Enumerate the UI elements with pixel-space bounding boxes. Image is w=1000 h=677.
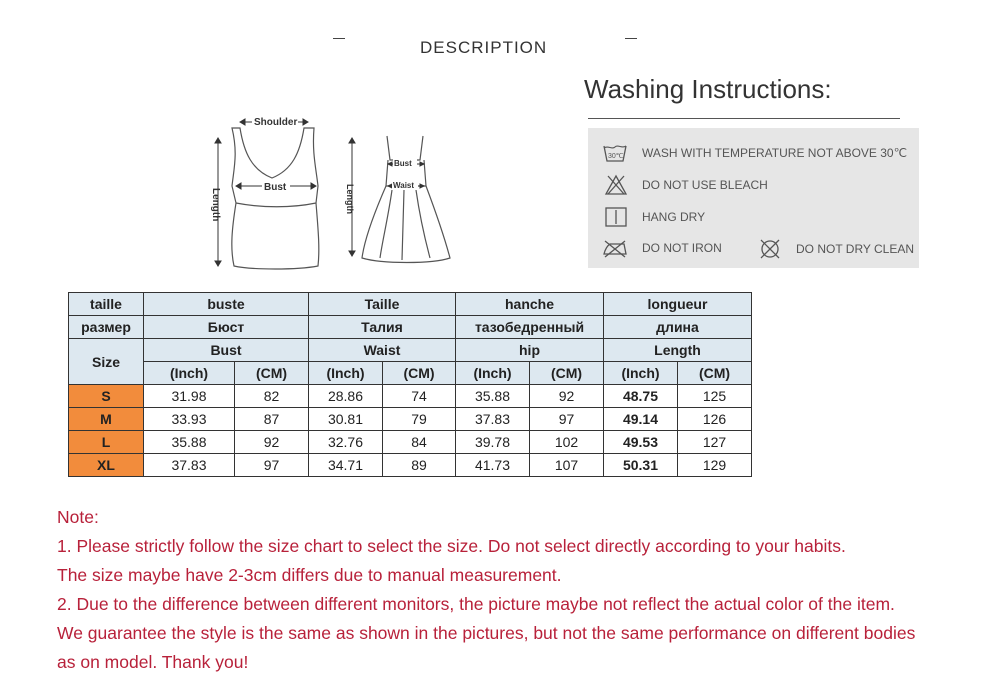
header-cell: Талия — [309, 316, 456, 339]
value-cell: 39.78 — [456, 431, 530, 454]
unit-header-cell: (CM) — [235, 362, 309, 385]
unit-header-cell: (CM) — [383, 362, 456, 385]
value-cell: 48.75 — [604, 385, 678, 408]
value-cell: 30.81 — [309, 408, 383, 431]
unit-header-cell: (Inch) — [456, 362, 530, 385]
header-cell: размер — [69, 316, 144, 339]
group-header-cell: Waist — [309, 339, 456, 362]
wash-item-hang-dry — [604, 206, 705, 228]
length-label: Length — [210, 188, 221, 222]
table-row — [69, 385, 752, 408]
value-cell: 49.14 — [604, 408, 678, 431]
bust-label: Bust — [264, 182, 287, 193]
no-bleach-icon — [604, 174, 628, 196]
value-cell: 97 — [530, 408, 604, 431]
wash-item-label: HANG DRY — [642, 210, 706, 224]
wash-item-label: DO NOT DRY CLEAN — [796, 242, 915, 256]
value-cell: 125 — [678, 385, 752, 408]
size-cell: M — [69, 408, 144, 431]
note-line: The size maybe have 2-3cm differs due to manual measurement. — [57, 565, 562, 585]
group-header-cell: hip — [456, 339, 604, 362]
value-cell: 107 — [530, 454, 604, 477]
value-cell: 87 — [235, 408, 309, 431]
washing-title: Washing Instructions: — [584, 74, 832, 104]
value-cell: 32.76 — [309, 431, 383, 454]
wash-item-dry-clean — [758, 238, 914, 260]
top-garment-figure — [232, 128, 319, 269]
header-cell: taille — [69, 293, 144, 316]
header-cell: Бюст — [144, 316, 309, 339]
header-cell: hanche — [456, 293, 604, 316]
value-cell: 92 — [235, 431, 309, 454]
size-cell: L — [69, 431, 144, 454]
header-cell: longueur — [604, 293, 752, 316]
washing-panel — [588, 128, 919, 268]
table-row-groups — [69, 339, 752, 362]
value-cell: 41.73 — [456, 454, 530, 477]
size-chart-table — [68, 292, 752, 477]
note-heading: Note: — [57, 507, 99, 527]
table-row — [69, 454, 752, 477]
table-row-russian — [69, 316, 752, 339]
value-cell: 37.83 — [144, 454, 235, 477]
value-cell: 28.86 — [309, 385, 383, 408]
title-dash-left — [333, 38, 345, 39]
wash-item-bleach — [604, 174, 768, 196]
value-cell: 102 — [530, 431, 604, 454]
value-cell: 84 — [383, 431, 456, 454]
note-line: 2. Due to the difference between different monitors, the picture maybe not reflect the actual color of the item. — [57, 594, 895, 614]
wash-item-label: DO NOT USE BLEACH — [642, 178, 768, 192]
value-cell: 50.31 — [604, 454, 678, 477]
unit-header-cell: (Inch) — [144, 362, 235, 385]
value-cell: 31.98 — [144, 385, 235, 408]
no-dry-clean-icon — [758, 238, 782, 260]
value-cell: 126 — [678, 408, 752, 431]
value-cell: 127 — [678, 431, 752, 454]
unit-header-cell: (Inch) — [604, 362, 678, 385]
value-cell: 33.93 — [144, 408, 235, 431]
unit-header-cell: (CM) — [678, 362, 752, 385]
garment-diagram — [192, 108, 462, 273]
wash-item-label: WASH WITH TEMPERATURE NOT ABOVE 30℃ — [642, 146, 908, 160]
note-line: as on model. Thank you! — [57, 652, 249, 672]
note-line: 1. Please strictly follow the size chart to select the size. Do not select directly according to your habits. — [57, 536, 846, 556]
no-iron-icon — [602, 238, 628, 258]
unit-header-cell: (Inch) — [309, 362, 383, 385]
header-cell: тазобедренный — [456, 316, 604, 339]
table-row — [69, 431, 752, 454]
value-cell: 79 — [383, 408, 456, 431]
wash-item-iron — [602, 238, 722, 258]
dress-bust-label: Bust — [394, 159, 412, 168]
size-header-cell: Size — [69, 339, 144, 385]
hang-dry-icon — [604, 206, 628, 228]
header-cell: Taille — [309, 293, 456, 316]
washing-divider — [588, 118, 900, 119]
title-dash-right — [625, 38, 637, 39]
value-cell: 49.53 — [604, 431, 678, 454]
header-cell: длина — [604, 316, 752, 339]
group-header-cell: Bust — [144, 339, 309, 362]
value-cell: 89 — [383, 454, 456, 477]
dress-waist-label: Waist — [393, 181, 415, 190]
unit-header-cell: (CM) — [530, 362, 604, 385]
wash-item-temperature — [602, 142, 907, 164]
table-row-units — [69, 362, 752, 385]
dress-length-label: Length — [345, 184, 355, 214]
value-cell: 37.83 — [456, 408, 530, 431]
dress-figure — [362, 136, 450, 263]
value-cell: 82 — [235, 385, 309, 408]
wash-item-label: DO NOT IRON — [642, 241, 722, 255]
table-row-french — [69, 293, 752, 316]
wash-30-icon-text: 30℃ — [608, 153, 624, 160]
notes-block — [57, 503, 987, 677]
shoulder-label: Shoulder — [254, 117, 298, 128]
group-header-cell: Length — [604, 339, 752, 362]
size-cell: S — [69, 385, 144, 408]
table-row — [69, 408, 752, 431]
header-cell: buste — [144, 293, 309, 316]
wash-30-icon — [602, 142, 628, 164]
description-title: DESCRIPTION — [420, 38, 548, 57]
value-cell: 74 — [383, 385, 456, 408]
value-cell: 34.71 — [309, 454, 383, 477]
size-cell: XL — [69, 454, 144, 477]
note-line: We guarantee the style is the same as shown in the pictures, but not the same performance on different bodies — [57, 623, 916, 643]
value-cell: 35.88 — [456, 385, 530, 408]
value-cell: 97 — [235, 454, 309, 477]
value-cell: 129 — [678, 454, 752, 477]
value-cell: 35.88 — [144, 431, 235, 454]
value-cell: 92 — [530, 385, 604, 408]
